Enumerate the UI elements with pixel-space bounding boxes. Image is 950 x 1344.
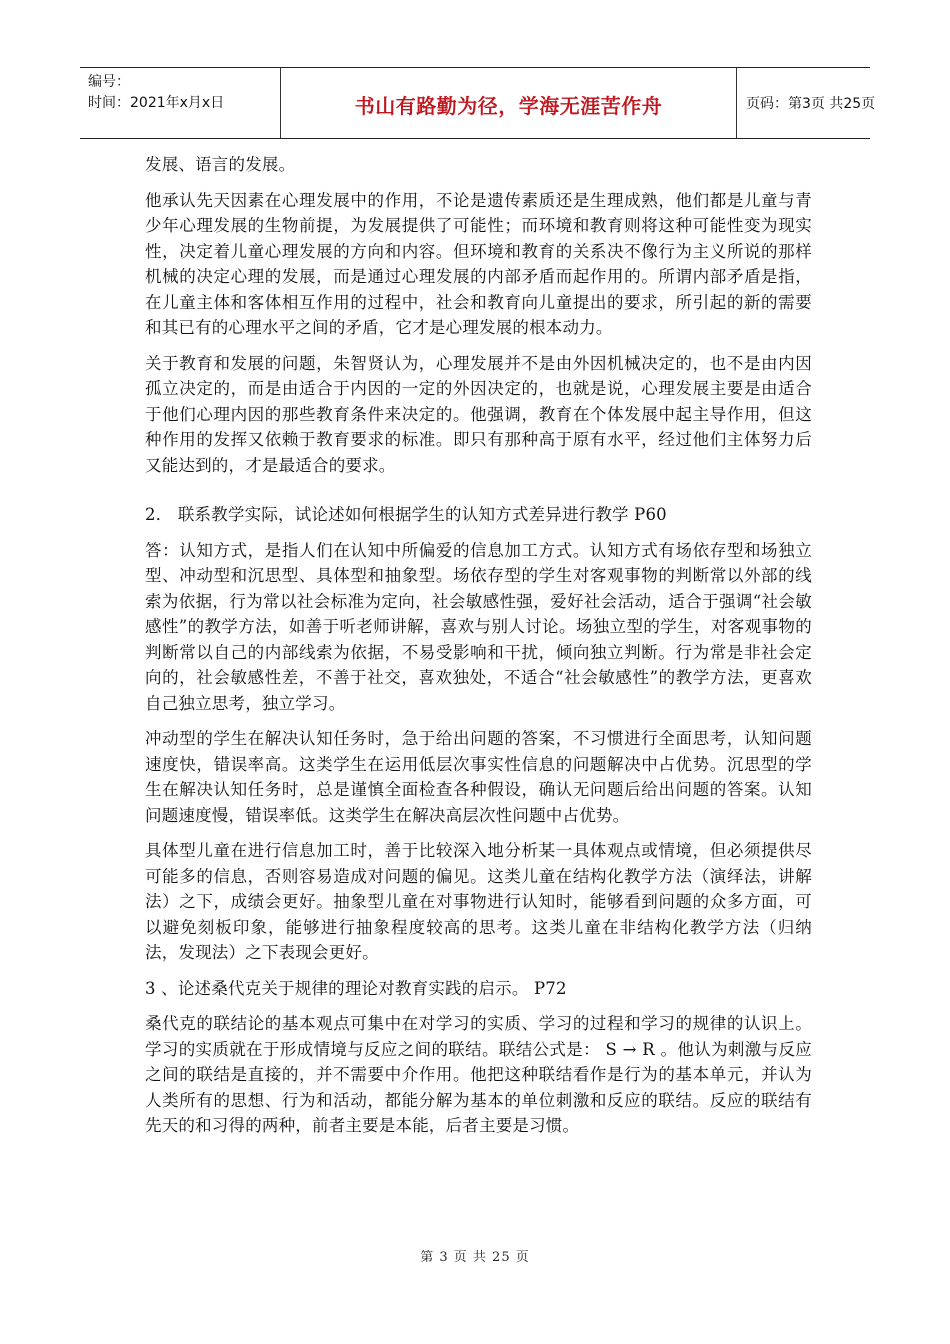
page-footer: 第 3 页 共 25 页 [420, 1250, 530, 1265]
header-meta-cell [80, 68, 280, 138]
paragraph: 发展、语言的发展。 [145, 155, 296, 174]
document-number-label: 编号： [88, 74, 130, 90]
header-motto: 书山有路勤为径，学海无涯苦作舟 [354, 94, 663, 118]
header-motto-cell [280, 68, 737, 138]
paragraph: 桑代克的联结论的基本观点可集中在对学习的实质、学习的过程和学习的规律的认识上。学习的实质就在于形成情境与反应之间的联结。联结公式是： S → R 。他认为刺激与反应之间的联结是直接的，并不需要中介作用。他把这种联结看作是行为的基本单元，并认为人类所有的思想、行为和活动，都能分解为基本的单位刺激和反应的联结。反应的联结有先天的和习得的两种，前者主要是本能，后者主要是习惯。 [145, 1014, 812, 1135]
paragraph: 冲动型的学生在解决认知任务时，急于给出问题的答案，不习惯进行全面思考，认知问题速度快，错误率高。这类学生在运用低层次事实性信息的问题解决中占优势。沉思型的学生在解决认知任务时，总是谨慎全面检查各种假设，确认无问题后给出问题的答案。认知问题速度慢，错误率低。这类学生在解决高层次性问题中占优势。 [145, 729, 812, 825]
paragraph: 具体型儿童在进行信息加工时，善于比较深入地分析某一具体观点或情境，但必须提供尽可能多的信息，否则容易造成对问题的偏见。这类儿童在结构化教学方法（演绎法，讲解法）之下，成绩会更好。抽象型儿童在对事物进行认知时，能够看到问题的众多方面，可以避免刻板印象，能够进行抽象程度较高的思考。这类儿童在非结构化教学方法（归纳法，发现法）之下表现会更好。 [145, 841, 812, 962]
document-body [145, 152, 812, 1149]
page-header [80, 67, 876, 139]
paragraph: 答：认知方式，是指人们在认知中所偏爱的信息加工方式。认知方式有场依存型和场独立型、冲动型和沉思型、具体型和抽象型。场依存型的学生对客观事物的判断常以外部的线索为依据，行为常以社会标准为定向，社会敏感性强，爱好社会活动，适合于强调“社会敏感性”的教学方法，如善于听老师讲解，喜欢与别人讨论。场独立型的学生，对客观事物的判断常以自己的内部线索为依据，不易受影响和干扰，倾向独立判断。行为常是非社会定向的，社会敏感性差，不善于社交，喜欢独处，不适合“社会敏感性”的教学方法，更喜欢自己独立思考，独立学习。 [145, 540, 812, 713]
question-heading: 2． 联系教学实际，试论述如何根据学生的认知方式差异进行教学 P60 [145, 505, 667, 524]
document-time-label: 时间：2021年x月x日 [88, 95, 225, 111]
paragraph: 他承认先天因素在心理发展中的作用，不论是遗传素质还是生理成熟，他们都是儿童与青少年心理发展的生物前提，为发展提供了可能性；而环境和教育则将这种可能性变为现实性，决定着儿童心理发展的方向和内容。但环境和教育的关系决不像行为主义所说的那样机械的决定心理的发展，而是通过心理发展的内部矛盾而起作用的。所谓内部矛盾是指，在儿童主体和客体相互作用的过程中，社会和教育向儿童提出的要求，所引起的新的需要和其已有的心理水平之间的矛盾，它才是心理发展的根本动力。 [145, 190, 812, 337]
question-heading: 3 、论述桑代克关于规律的理论对教育实践的启示。 P72 [145, 978, 567, 998]
header-page-cell [736, 68, 876, 138]
paragraph: 关于教育和发展的问题，朱智贤认为，心理发展并不是由外因机械决定的，也不是由内因孤立决定的，而是由适合于内因的一定的外因决定的，也就是说，心理发展主要是由适合于他们心理内因的那些教育条件来决定的。他强调，教育在个体发展中起主导作用，但这种作用的发挥又依赖于教育要求的标准。即只有那种高于原有水平，经过他们主体努力后又能达到的，才是最适合的要求。 [145, 353, 812, 475]
header-page-info: 页码：第3页 共25页 [746, 96, 876, 112]
